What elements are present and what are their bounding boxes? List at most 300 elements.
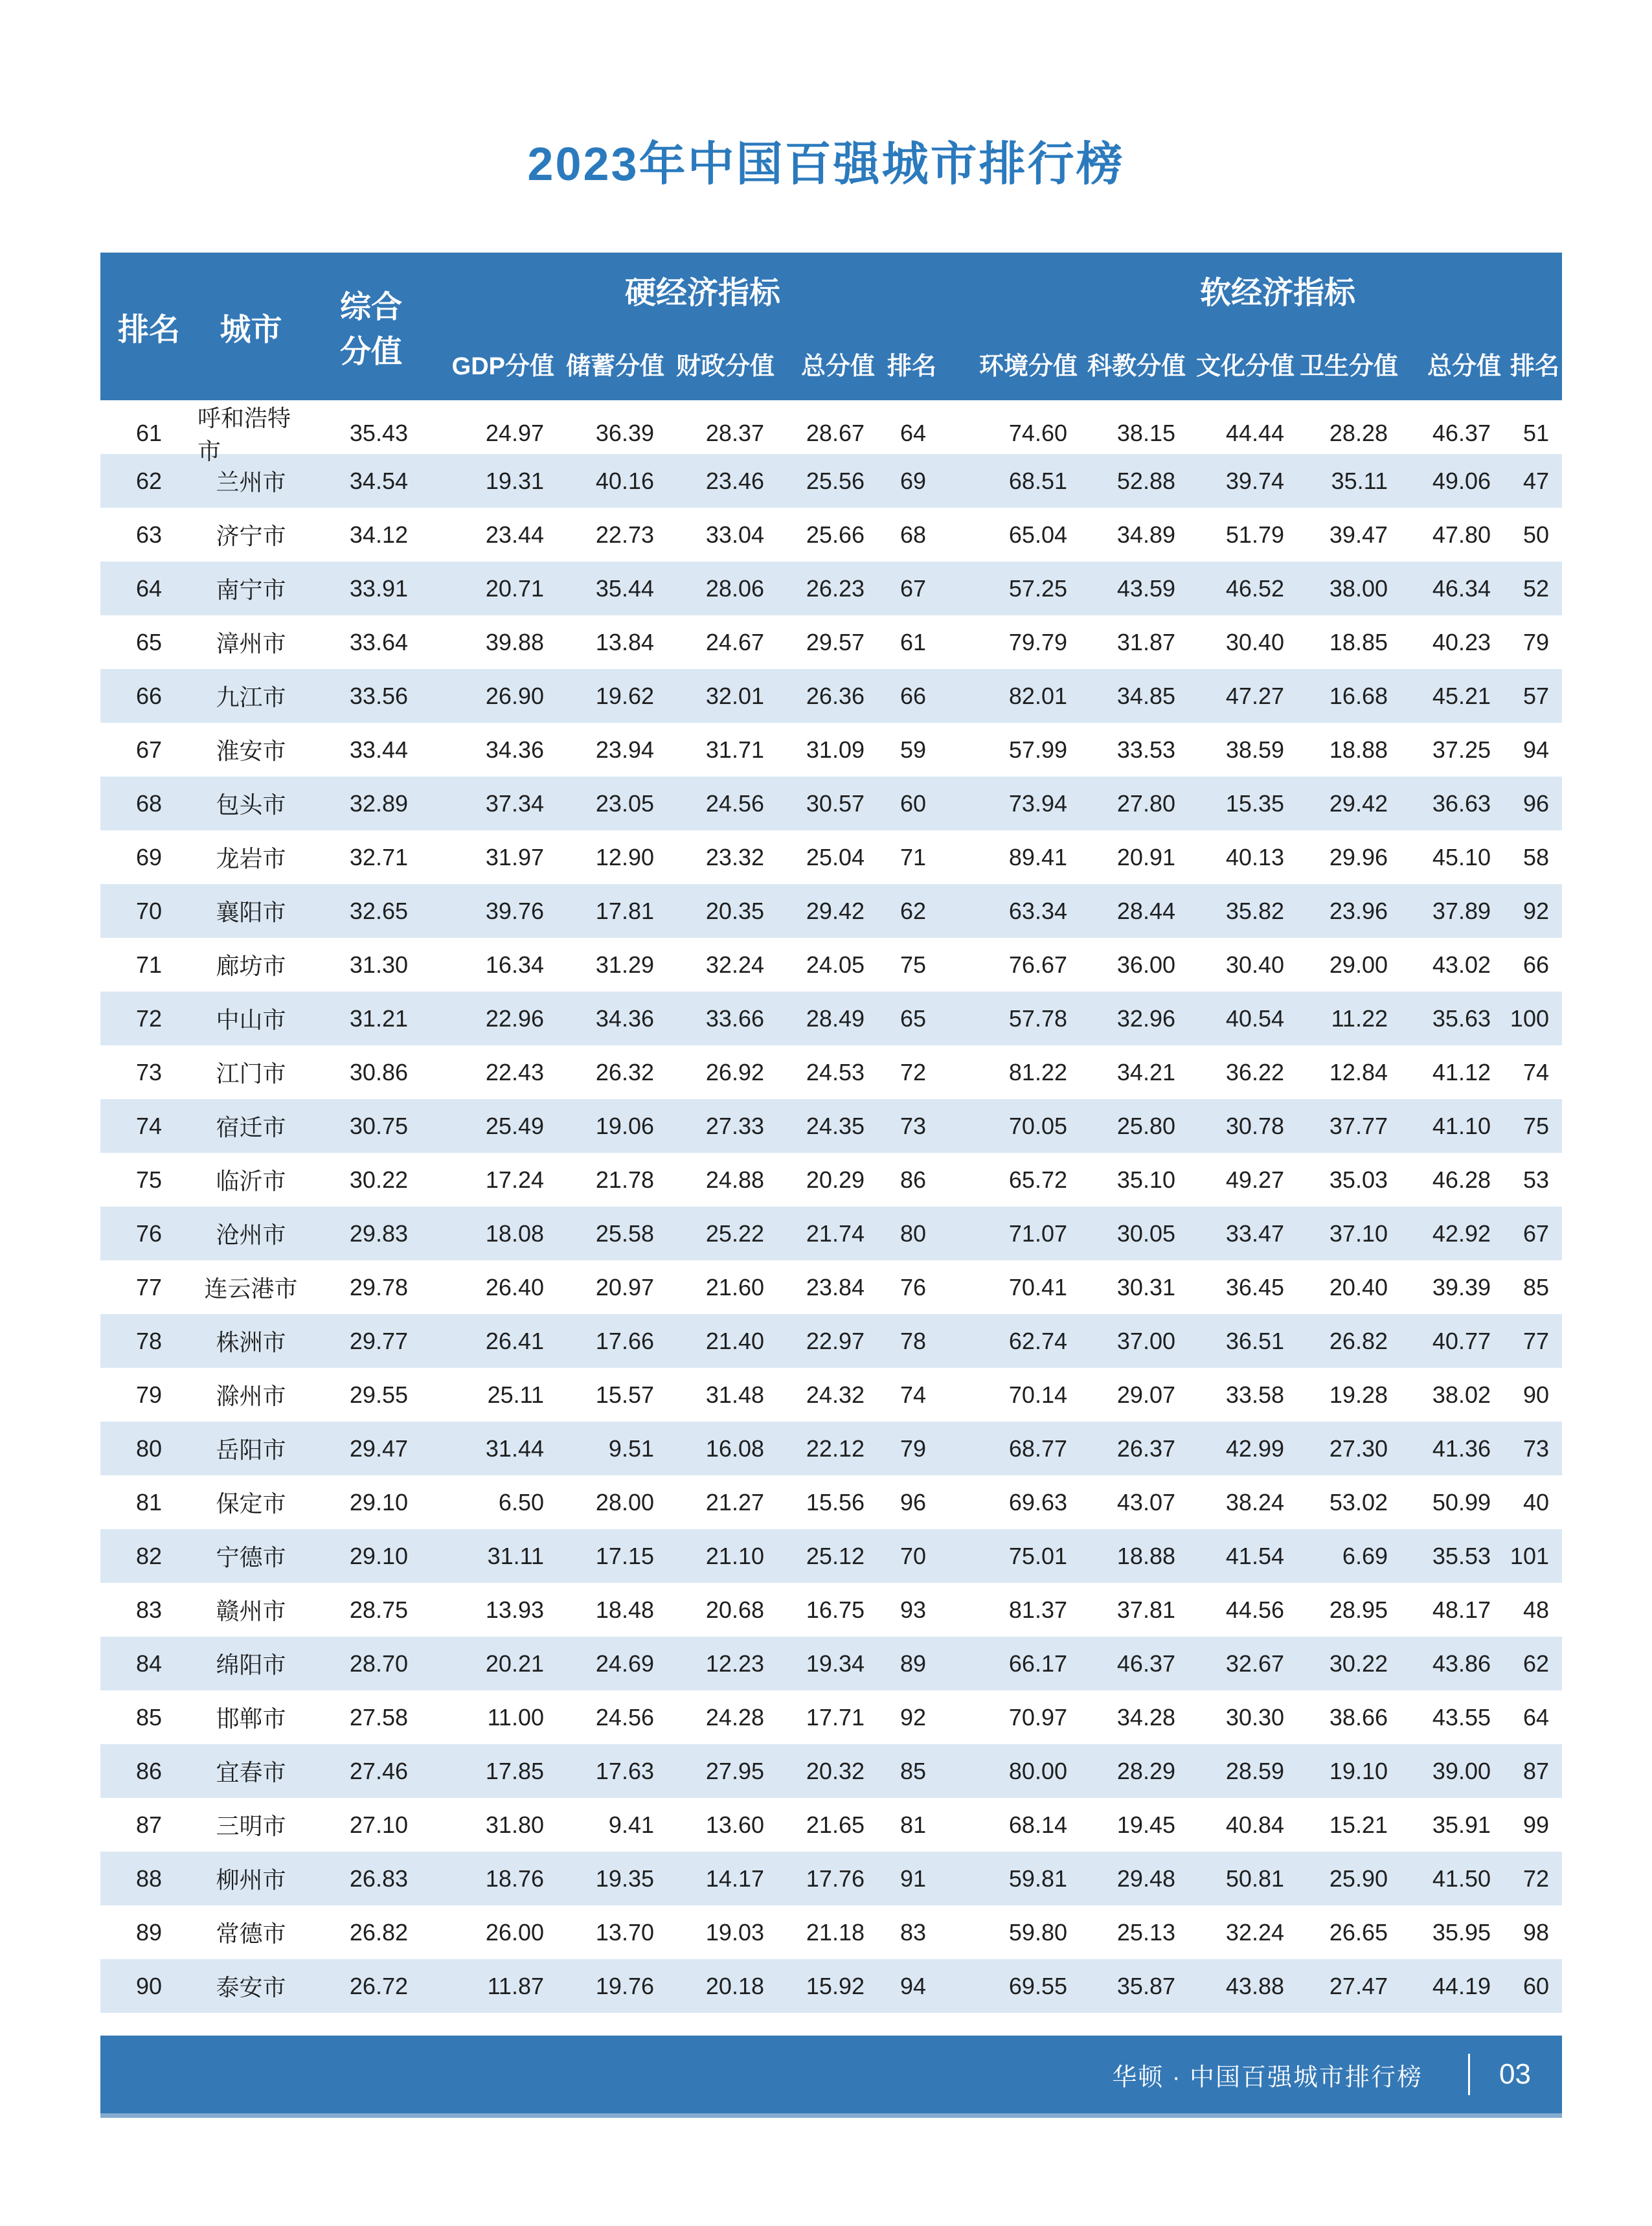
cell-culture-score: 30.40	[1225, 628, 1284, 655]
cell-soft-total-score: 43.02	[1432, 951, 1491, 978]
cell-composite-score: 33.91	[349, 574, 408, 602]
cell-soft-rank: 87	[1522, 1757, 1549, 1784]
cell-culture-score: 39.74	[1225, 467, 1284, 494]
cell-health-score: 19.10	[1329, 1757, 1388, 1784]
cell-rank: 66	[135, 682, 163, 709]
col-header-fiscal-score: 财政分值	[675, 352, 775, 380]
cell-composite-score: 33.56	[349, 682, 408, 709]
cell-hard-rank: 89	[900, 1650, 926, 1677]
cell-soft-rank: 48	[1522, 1596, 1549, 1623]
table-row	[100, 1368, 1562, 1422]
cell-city: 包头市	[216, 791, 286, 818]
cell-savings-score: 31.29	[595, 951, 654, 978]
cell-environment-score: 70.14	[1008, 1381, 1067, 1408]
cell-hard-rank: 67	[900, 574, 926, 602]
cell-rank: 70	[135, 897, 163, 924]
cell-health-score: 15.21	[1329, 1811, 1388, 1838]
cell-fiscal-score: 27.95	[705, 1757, 764, 1784]
cell-hard-rank: 75	[900, 951, 926, 978]
cell-soft-total-score: 49.06	[1432, 467, 1491, 494]
cell-soft-total-score: 40.77	[1432, 1327, 1491, 1354]
cell-gdp-score: 19.31	[485, 467, 544, 494]
cell-hard-total-score: 20.32	[806, 1757, 865, 1784]
cell-soft-rank: 100	[1510, 1005, 1549, 1032]
cell-hard-total-score: 22.97	[806, 1327, 865, 1354]
cell-soft-rank: 94	[1522, 736, 1549, 763]
footer-bar	[100, 2036, 1562, 2118]
cell-gdp-score: 25.11	[487, 1381, 544, 1408]
cell-environment-score: 65.04	[1008, 521, 1067, 548]
cell-city: 泰安市	[216, 1974, 286, 2001]
table-row	[100, 1207, 1562, 1260]
cell-composite-score: 31.30	[349, 951, 408, 978]
cell-science-education-score: 34.89	[1116, 521, 1175, 548]
cell-gdp-score: 34.36	[485, 736, 544, 763]
table-row	[100, 1798, 1562, 1852]
cell-gdp-score: 39.76	[485, 897, 544, 924]
col-header-soft-rank: 排名	[1510, 352, 1559, 380]
cell-science-education-score: 30.05	[1116, 1220, 1175, 1247]
cell-rank: 81	[135, 1488, 163, 1516]
cell-fiscal-score: 21.27	[705, 1488, 764, 1516]
cell-environment-score: 68.77	[1008, 1435, 1067, 1462]
cell-rank: 82	[135, 1542, 163, 1569]
cell-science-education-score: 32.96	[1116, 1005, 1175, 1032]
cell-savings-score: 40.16	[595, 467, 654, 494]
cell-soft-rank: 96	[1522, 789, 1549, 817]
cell-gdp-score: 17.85	[485, 1757, 544, 1784]
cell-science-education-score: 52.88	[1116, 467, 1175, 494]
cell-fiscal-score: 23.32	[705, 843, 764, 870]
cell-fiscal-score: 25.22	[705, 1220, 764, 1247]
cell-city: 龙岩市	[216, 845, 286, 872]
cell-soft-rank: 79	[1522, 628, 1549, 655]
cell-health-score: 16.68	[1329, 682, 1388, 709]
cell-culture-score: 40.84	[1225, 1811, 1284, 1838]
cell-hard-rank: 81	[900, 1811, 926, 1838]
cell-gdp-score: 18.08	[485, 1220, 544, 1247]
cell-composite-score: 33.64	[349, 628, 408, 655]
cell-gdp-score: 37.34	[485, 789, 544, 817]
cell-savings-score: 15.57	[595, 1381, 654, 1408]
cell-hard-rank: 93	[900, 1596, 926, 1623]
cell-science-education-score: 34.21	[1116, 1058, 1175, 1085]
cell-hard-total-score: 17.76	[806, 1865, 865, 1892]
cell-culture-score: 28.59	[1225, 1757, 1284, 1784]
cell-soft-rank: 50	[1522, 521, 1549, 548]
cell-composite-score: 33.44	[349, 736, 408, 763]
cell-rank: 86	[135, 1757, 163, 1784]
cell-culture-score: 33.58	[1225, 1381, 1284, 1408]
cell-gdp-score: 18.76	[485, 1865, 544, 1892]
cell-hard-total-score: 24.32	[806, 1381, 865, 1408]
cell-culture-score: 36.45	[1225, 1273, 1284, 1300]
cell-fiscal-score: 24.56	[705, 789, 764, 817]
col-header-composite-score: 综合分值	[340, 290, 403, 369]
table-row	[100, 1744, 1562, 1798]
cell-fiscal-score: 24.88	[705, 1166, 764, 1193]
cell-soft-total-score: 40.23	[1432, 628, 1491, 655]
cell-hard-rank: 60	[900, 789, 926, 817]
cell-culture-score: 50.81	[1225, 1865, 1284, 1892]
cell-science-education-score: 34.28	[1116, 1703, 1175, 1731]
cell-soft-rank: 40	[1522, 1488, 1549, 1516]
cell-gdp-score: 31.11	[487, 1542, 544, 1569]
cell-gdp-score: 24.97	[485, 420, 544, 446]
cell-soft-rank: 67	[1522, 1220, 1549, 1247]
cell-health-score: 12.84	[1329, 1058, 1388, 1085]
cell-fiscal-score: 32.24	[705, 951, 764, 978]
cell-soft-total-score: 46.34	[1432, 574, 1491, 602]
cell-city: 岳阳市	[216, 1437, 286, 1463]
cell-hard-total-score: 19.34	[806, 1650, 865, 1677]
cell-composite-score: 34.12	[349, 521, 408, 548]
cell-soft-total-score: 44.19	[1432, 1972, 1491, 1999]
cell-rank: 63	[135, 521, 163, 548]
cell-soft-rank: 90	[1522, 1381, 1549, 1408]
cell-science-education-score: 35.87	[1116, 1972, 1175, 1999]
cell-fiscal-score: 23.46	[705, 467, 764, 494]
cell-savings-score: 34.36	[595, 1005, 654, 1032]
footer-divider	[1468, 2054, 1470, 2095]
cell-city: 柳州市	[216, 1867, 286, 1893]
cell-savings-score: 25.58	[595, 1220, 654, 1247]
col-header-savings-score: 储蓄分值	[565, 352, 664, 380]
cell-savings-score: 23.94	[595, 736, 654, 763]
cell-city: 襄阳市	[216, 899, 286, 926]
table-row	[100, 1583, 1562, 1637]
cell-fiscal-score: 20.68	[705, 1596, 764, 1623]
cell-soft-total-score: 35.95	[1432, 1918, 1491, 1946]
cell-hard-total-score: 23.84	[806, 1273, 865, 1300]
cell-fiscal-score: 21.60	[705, 1273, 764, 1300]
cell-health-score: 26.82	[1329, 1327, 1388, 1354]
cell-gdp-score: 16.34	[485, 951, 544, 978]
cell-soft-total-score: 41.50	[1432, 1865, 1491, 1892]
cell-hard-rank: 62	[900, 897, 926, 924]
cell-rank: 79	[135, 1381, 163, 1408]
cell-rank: 85	[135, 1703, 163, 1731]
col-header-environment-score: 环境分值	[979, 352, 1078, 380]
cell-rank: 68	[135, 789, 163, 817]
cell-health-score: 53.02	[1329, 1488, 1388, 1516]
cell-rank: 62	[135, 467, 163, 494]
cell-culture-score: 30.78	[1225, 1112, 1284, 1139]
cell-science-education-score: 29.07	[1116, 1381, 1175, 1408]
table-row	[100, 1099, 1562, 1153]
cell-environment-score: 59.80	[1008, 1918, 1067, 1946]
cell-soft-total-score: 39.39	[1432, 1273, 1491, 1300]
cell-gdp-score: 22.96	[485, 1005, 544, 1032]
cell-gdp-score: 26.40	[485, 1273, 544, 1300]
cell-science-education-score: 35.10	[1116, 1166, 1175, 1193]
cell-gdp-score: 26.41	[485, 1327, 544, 1354]
cell-health-score: 27.30	[1329, 1435, 1388, 1462]
cell-rank: 88	[135, 1865, 163, 1892]
cell-hard-rank: 74	[900, 1381, 926, 1408]
cell-composite-score: 30.86	[349, 1058, 408, 1085]
cell-composite-score: 32.65	[349, 897, 408, 924]
cell-composite-score: 29.55	[349, 1381, 408, 1408]
cell-health-score: 39.47	[1329, 521, 1388, 548]
cell-soft-total-score: 45.10	[1432, 843, 1491, 870]
cell-hard-rank: 70	[900, 1542, 926, 1569]
cell-environment-score: 76.67	[1008, 951, 1067, 978]
cell-environment-score: 73.94	[1008, 789, 1067, 817]
cell-health-score: 37.77	[1329, 1112, 1388, 1139]
cell-hard-total-score: 25.04	[806, 843, 865, 870]
cell-soft-rank: 73	[1522, 1435, 1549, 1462]
cell-savings-score: 20.97	[595, 1273, 654, 1300]
cell-fiscal-score: 21.10	[705, 1542, 764, 1569]
cell-health-score: 6.69	[1342, 1542, 1388, 1569]
cell-soft-total-score: 46.37	[1432, 420, 1491, 446]
cell-health-score: 20.40	[1329, 1273, 1388, 1300]
cell-hard-total-score: 15.56	[806, 1488, 865, 1516]
cell-culture-score: 30.30	[1225, 1703, 1284, 1731]
cell-environment-score: 57.25	[1008, 574, 1067, 602]
cell-composite-score: 28.70	[349, 1650, 408, 1677]
cell-culture-score: 41.54	[1225, 1542, 1284, 1569]
cell-rank: 74	[135, 1112, 163, 1139]
cell-fiscal-score: 31.71	[705, 736, 764, 763]
cell-fiscal-score: 21.40	[705, 1327, 764, 1354]
cell-soft-total-score: 35.91	[1432, 1811, 1491, 1838]
cell-city: 中山市	[216, 1006, 286, 1033]
cell-culture-score: 43.88	[1225, 1972, 1284, 1999]
cell-savings-score: 17.15	[595, 1542, 654, 1569]
cell-soft-rank: 60	[1522, 1972, 1549, 1999]
table-row	[100, 1314, 1562, 1368]
col-header-health-score: 卫生分值	[1299, 352, 1398, 380]
table-row	[100, 615, 1562, 669]
cell-soft-total-score: 41.10	[1432, 1112, 1491, 1139]
cell-fiscal-score: 28.37	[705, 420, 764, 446]
cell-hard-rank: 69	[900, 467, 926, 494]
cell-soft-rank: 53	[1522, 1166, 1549, 1193]
cell-gdp-score: 26.90	[485, 682, 544, 709]
cell-gdp-score: 13.93	[485, 1596, 544, 1623]
table-row	[100, 830, 1562, 884]
cell-health-score: 35.11	[1331, 467, 1388, 494]
cell-hard-total-score: 26.23	[806, 574, 865, 602]
cell-health-score: 38.00	[1329, 574, 1388, 602]
cell-culture-score: 35.82	[1225, 897, 1284, 924]
cell-hard-total-score: 16.75	[806, 1596, 865, 1623]
cell-rank: 64	[135, 574, 163, 602]
cell-composite-score: 29.10	[349, 1488, 408, 1516]
cell-soft-rank: 85	[1522, 1273, 1549, 1300]
cell-gdp-score: 39.88	[485, 628, 544, 655]
cell-fiscal-score: 19.03	[705, 1918, 764, 1946]
cell-city: 兰州市	[216, 469, 286, 495]
cell-health-score: 18.88	[1329, 736, 1388, 763]
footer-brand: 华顿 · 中国百强城市排行榜	[1112, 2063, 1423, 2091]
cell-city: 南宁市	[216, 576, 286, 603]
cell-savings-score: 17.66	[595, 1327, 654, 1354]
cell-rank: 84	[135, 1650, 163, 1677]
cell-composite-score: 26.82	[349, 1918, 408, 1946]
cell-fiscal-score: 24.67	[705, 628, 764, 655]
cell-soft-total-score: 39.00	[1432, 1757, 1491, 1784]
cell-health-score: 30.22	[1329, 1650, 1388, 1677]
cell-hard-total-score: 28.49	[806, 1005, 865, 1032]
cell-city: 宿迁市	[216, 1114, 286, 1141]
cell-environment-score: 59.81	[1008, 1865, 1067, 1892]
cell-environment-score: 82.01	[1008, 682, 1067, 709]
cell-savings-score: 26.32	[595, 1058, 654, 1085]
cell-savings-score: 22.73	[595, 521, 654, 548]
cell-soft-total-score: 35.63	[1432, 1005, 1491, 1032]
cell-hard-total-score: 20.29	[806, 1166, 865, 1193]
cell-city: 赣州市	[216, 1598, 286, 1624]
cell-hard-rank: 61	[900, 628, 926, 655]
ranking-table	[100, 253, 1562, 2013]
cell-gdp-score: 11.00	[487, 1703, 544, 1731]
cell-rank: 69	[135, 843, 163, 870]
cell-soft-rank: 75	[1522, 1112, 1549, 1139]
cell-hard-total-score: 29.42	[806, 897, 865, 924]
cell-savings-score: 17.81	[595, 897, 654, 924]
cell-city: 连云港市	[204, 1275, 298, 1302]
cell-composite-score: 34.54	[349, 467, 408, 494]
cell-composite-score: 26.72	[349, 1972, 408, 1999]
cell-gdp-score: 31.44	[485, 1435, 544, 1462]
cell-culture-score: 44.56	[1225, 1596, 1284, 1623]
cell-rank: 90	[135, 1972, 163, 1999]
cell-savings-score: 12.90	[595, 843, 654, 870]
cell-city: 三明市	[216, 1813, 286, 1839]
cell-soft-rank: 51	[1522, 420, 1549, 446]
cell-hard-rank: 78	[900, 1327, 926, 1354]
cell-fiscal-score: 33.66	[705, 1005, 764, 1032]
cell-hard-rank: 79	[900, 1435, 926, 1462]
cell-hard-total-score: 17.71	[806, 1703, 865, 1731]
cell-city: 常德市	[216, 1920, 286, 1947]
cell-health-score: 37.10	[1329, 1220, 1388, 1247]
cell-fiscal-score: 28.06	[705, 574, 764, 602]
cell-science-education-score: 29.48	[1116, 1865, 1175, 1892]
cell-hard-total-score: 30.57	[806, 789, 865, 817]
cell-rank: 76	[135, 1220, 163, 1247]
cell-environment-score: 70.97	[1008, 1703, 1067, 1731]
cell-gdp-score: 17.24	[485, 1166, 544, 1193]
cell-science-education-score: 19.45	[1116, 1811, 1175, 1838]
cell-hard-rank: 71	[900, 843, 926, 870]
cell-hard-rank: 72	[900, 1058, 926, 1085]
cell-culture-score: 33.47	[1225, 1220, 1284, 1247]
cell-soft-total-score: 46.28	[1432, 1166, 1491, 1193]
cell-culture-score: 51.79	[1225, 521, 1284, 548]
cell-soft-total-score: 37.89	[1432, 897, 1491, 924]
cell-soft-rank: 98	[1522, 1918, 1549, 1946]
cell-culture-score: 38.24	[1225, 1488, 1284, 1516]
cell-environment-score: 69.55	[1008, 1972, 1067, 1999]
col-header-science-education-score: 科教分值	[1087, 352, 1186, 380]
cell-science-education-score: 36.00	[1116, 951, 1175, 978]
col-header-hard-total-score: 总分值	[800, 352, 875, 380]
cell-composite-score: 29.10	[349, 1542, 408, 1569]
cell-gdp-score: 25.49	[485, 1112, 544, 1139]
cell-soft-total-score: 42.92	[1432, 1220, 1491, 1247]
cell-hard-total-score: 15.92	[806, 1972, 865, 1999]
cell-environment-score: 69.63	[1008, 1488, 1067, 1516]
cell-environment-score: 57.78	[1008, 1005, 1067, 1032]
cell-soft-total-score: 43.55	[1432, 1703, 1491, 1731]
cell-soft-total-score: 45.21	[1432, 682, 1491, 709]
cell-gdp-score: 26.00	[485, 1918, 544, 1946]
cell-soft-total-score: 38.02	[1432, 1381, 1491, 1408]
cell-hard-total-score: 25.66	[806, 521, 865, 548]
cell-science-education-score: 26.37	[1116, 1435, 1175, 1462]
cell-soft-total-score: 48.17	[1432, 1596, 1491, 1623]
table-row	[100, 400, 1562, 464]
cell-science-education-score: 27.80	[1116, 789, 1175, 817]
cell-hard-total-score: 24.53	[806, 1058, 865, 1085]
cell-science-education-score: 37.81	[1116, 1596, 1175, 1623]
cell-hard-total-score: 21.18	[806, 1918, 865, 1946]
cell-hard-rank: 66	[900, 682, 926, 709]
table-row	[100, 1045, 1562, 1099]
table-row	[100, 1260, 1562, 1314]
cell-health-score: 38.66	[1329, 1703, 1388, 1731]
cell-environment-score: 70.41	[1008, 1273, 1067, 1300]
cell-soft-total-score: 47.80	[1432, 521, 1491, 548]
cell-city: 漳州市	[216, 630, 286, 657]
cell-science-education-score: 37.00	[1116, 1327, 1175, 1354]
cell-fiscal-score: 20.35	[705, 897, 764, 924]
cell-composite-score: 32.71	[349, 843, 408, 870]
cell-rank: 65	[135, 628, 163, 655]
cell-health-score: 29.42	[1329, 789, 1388, 817]
cell-savings-score: 18.48	[595, 1596, 654, 1623]
cell-science-education-score: 34.85	[1116, 682, 1175, 709]
col-group-soft-economic: 软经济指标	[1199, 275, 1355, 310]
cell-savings-score: 19.76	[595, 1972, 654, 1999]
cell-hard-total-score: 21.65	[806, 1811, 865, 1838]
cell-environment-score: 71.07	[1008, 1220, 1067, 1247]
col-header-hard-rank: 排名	[887, 352, 936, 380]
cell-science-education-score: 28.29	[1116, 1757, 1175, 1784]
table-row	[100, 669, 1562, 723]
cell-culture-score: 44.44	[1225, 420, 1284, 446]
cell-environment-score: 89.41	[1008, 843, 1067, 870]
cell-city: 邯郸市	[216, 1705, 286, 1732]
cell-soft-total-score: 41.36	[1432, 1435, 1491, 1462]
cell-soft-rank: 77	[1522, 1327, 1549, 1354]
cell-fiscal-score: 31.48	[705, 1381, 764, 1408]
cell-savings-score: 21.78	[595, 1166, 654, 1193]
cell-soft-rank: 74	[1522, 1058, 1549, 1085]
cell-culture-score: 40.54	[1225, 1005, 1284, 1032]
cell-savings-score: 17.63	[595, 1757, 654, 1784]
page-number: 03	[1499, 2058, 1531, 2090]
cell-soft-rank: 52	[1522, 574, 1549, 602]
table-row	[100, 777, 1562, 830]
table-row	[100, 562, 1562, 615]
cell-soft-rank: 72	[1522, 1865, 1549, 1892]
cell-science-education-score: 43.07	[1116, 1488, 1175, 1516]
cell-science-education-score: 30.31	[1116, 1273, 1175, 1300]
cell-soft-rank: 101	[1510, 1542, 1549, 1569]
cell-soft-total-score: 35.53	[1432, 1542, 1491, 1569]
cell-savings-score: 24.56	[595, 1703, 654, 1731]
table-row	[100, 1905, 1562, 1959]
cell-composite-score: 30.75	[349, 1112, 408, 1139]
cell-environment-score: 65.72	[1008, 1166, 1067, 1193]
cell-composite-score: 29.83	[349, 1220, 408, 1247]
table-row	[100, 508, 1562, 562]
